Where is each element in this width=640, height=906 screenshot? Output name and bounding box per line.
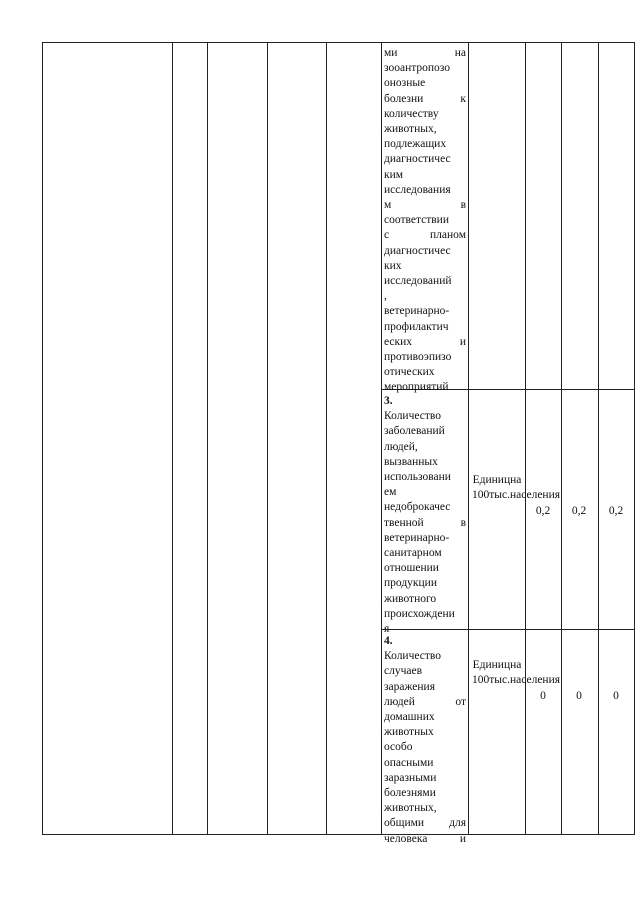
description-line: подлежащих	[384, 138, 447, 151]
column-divider	[381, 42, 382, 835]
description-line: ем	[384, 486, 397, 499]
description-line: Количество	[384, 650, 441, 663]
description-line: Количество	[384, 410, 441, 423]
description-line: ветеринарно-	[384, 305, 450, 318]
column-divider	[525, 42, 526, 835]
column-divider	[468, 42, 469, 835]
description-line: животных,	[384, 123, 437, 136]
description-line: использовани	[384, 471, 451, 484]
row-description	[384, 394, 466, 637]
description-line: твенной в	[384, 516, 466, 529]
description-line: санитарном	[384, 547, 442, 560]
description-line: исследования	[384, 183, 451, 196]
description-line: ми на	[384, 47, 466, 59]
value-cell: 0	[613, 690, 619, 702]
unit-line: населен	[509, 674, 549, 687]
description-line: соответствии	[384, 214, 449, 227]
value-cell: 0,2	[535, 505, 551, 517]
table-border-right	[634, 42, 635, 835]
description-line: домашних	[384, 711, 435, 724]
table-border-bottom	[42, 834, 635, 835]
row-number: 4.	[384, 635, 393, 647]
description-line: еских и	[384, 335, 466, 348]
unit-of-measure	[472, 473, 561, 503]
unit-line: Единиц	[472, 659, 511, 671]
description-line: болезни к	[384, 92, 466, 105]
description-line: противоэпизо	[384, 351, 452, 364]
description-line: недоброкачес	[384, 501, 451, 514]
table-border-left	[42, 42, 43, 835]
unit-of-measure	[472, 658, 561, 688]
description-line: вызванных	[384, 455, 438, 468]
value-cell: 0	[576, 690, 582, 702]
column-divider	[561, 42, 562, 835]
description-line: отношении	[384, 562, 439, 575]
unit-line: ия	[548, 674, 561, 687]
column-divider	[172, 42, 173, 835]
unit-line: тыс.	[489, 674, 510, 687]
description-line: людей от	[384, 695, 466, 708]
row-number: 3.	[384, 395, 393, 407]
description-line: ким	[384, 168, 404, 181]
description-line: ветеринарно-	[384, 531, 450, 544]
description-line: животного	[384, 592, 437, 605]
description-line: онозные	[384, 77, 426, 90]
column-divider	[267, 42, 268, 835]
description-line: общими для	[384, 817, 466, 830]
description-line: диагностичес	[384, 244, 451, 257]
description-line: м в	[384, 199, 466, 212]
description-line: я	[384, 623, 390, 636]
description-line: заражения	[384, 680, 435, 693]
unit-line: Единиц	[472, 474, 511, 486]
description-line: ,	[384, 290, 387, 303]
column-divider	[207, 42, 208, 835]
description-line: мероприятий	[384, 381, 449, 394]
description-line: заболеваний	[384, 425, 445, 438]
value-cell: 0,2	[571, 505, 587, 517]
description-line: количеству	[384, 107, 439, 120]
description-line: диагностичес	[384, 153, 451, 166]
description-line: человека и	[384, 832, 466, 845]
description-line: профилактич	[384, 320, 449, 333]
description-line: продукции	[384, 577, 437, 590]
description-line: болезнями	[384, 787, 436, 800]
description-line: ких	[384, 259, 402, 272]
description-line: происхождени	[384, 607, 455, 620]
unit-line: на 100	[472, 659, 522, 687]
row-description	[384, 634, 466, 847]
description-line: заразными	[384, 771, 437, 784]
description-line: особо	[384, 741, 413, 754]
row-description	[384, 46, 466, 396]
column-divider	[598, 42, 599, 835]
column-divider	[326, 42, 327, 835]
description-line: исследований	[384, 275, 452, 288]
description-line: животных,	[384, 802, 437, 815]
unit-line: тыс.	[489, 489, 510, 502]
value-cell: 0,2	[608, 505, 624, 517]
description-line: людей,	[384, 440, 418, 453]
description-line: опасными	[384, 756, 434, 769]
description-line: с планом	[384, 229, 466, 242]
value-cell: 0	[540, 690, 546, 702]
unit-line: населен	[509, 489, 549, 502]
description-line: зооантропозо	[384, 62, 451, 75]
unit-line: ия	[548, 489, 561, 502]
description-line: отических	[384, 366, 435, 379]
table-border-top	[42, 42, 635, 43]
description-line: случаев	[384, 665, 423, 678]
unit-line: на 100	[472, 474, 522, 502]
description-line: животных	[384, 726, 434, 739]
